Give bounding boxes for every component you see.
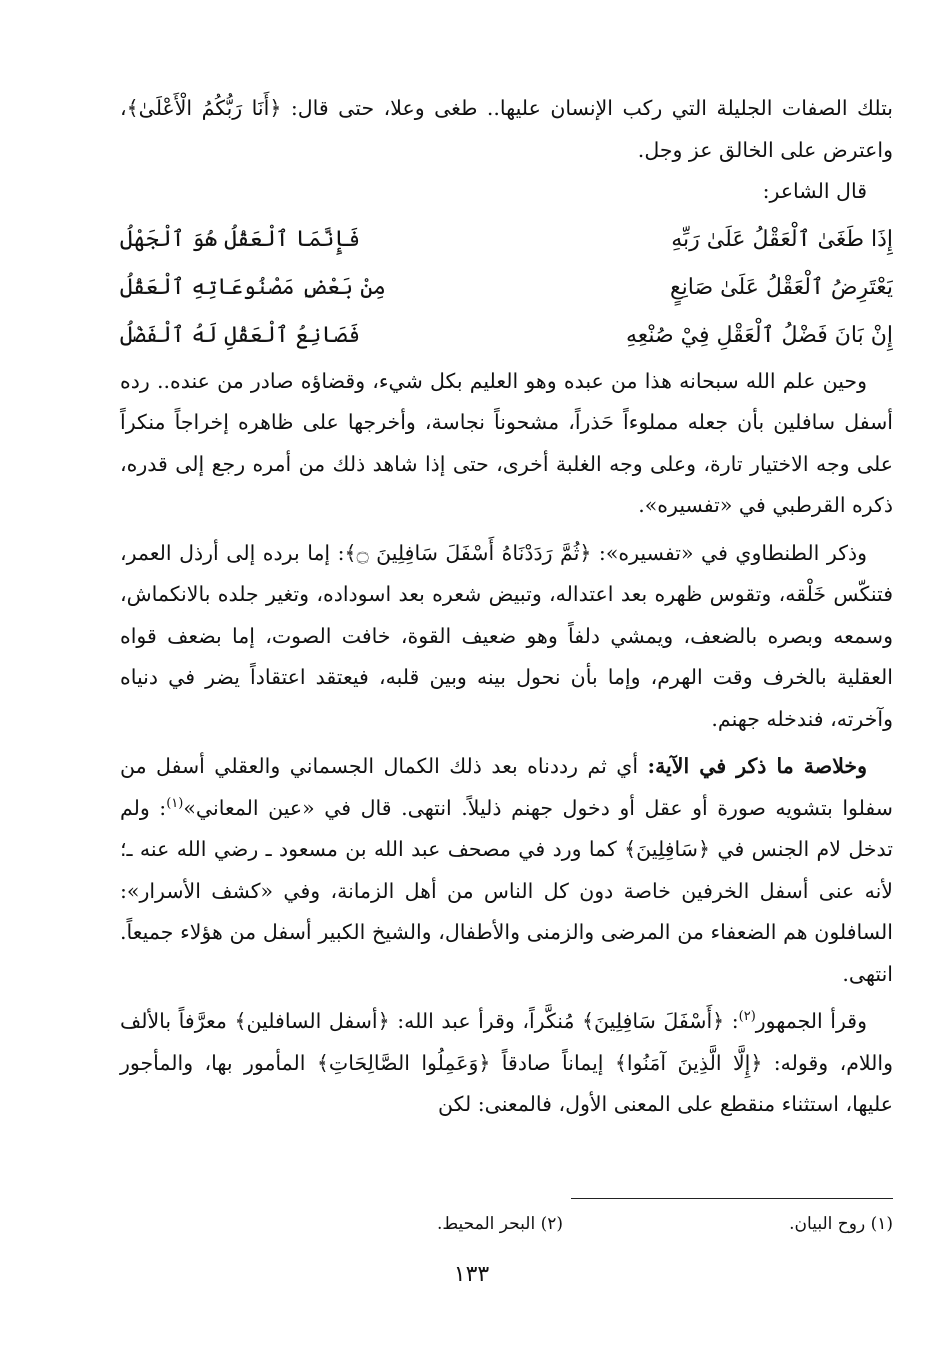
paragraph-4-text-b: : ولم تدخل لام الجنس في ﴿سَافِلِينَ﴾ كما ورد في مصحف عبد الله بن مسعود ـ رضي الله عنه ـ؛ لأنه عنى أسفل الخرفين خاصة دون كل الناس من أهل الزمانة، وفي «كشف الأسرار»: السافلون هم الضعفاء من المرضى والزمنى والأطفال، والشيخ الكبير أسفل من هؤلاء جميعاً. انتهى.	[120, 795, 893, 986]
poem-verse	[120, 217, 893, 265]
footnote-separator	[571, 1198, 893, 1199]
poem	[120, 217, 893, 361]
footnote-ref-1: (١)	[166, 795, 184, 811]
footnote-text: روح البيان.	[789, 1214, 866, 1234]
verse-second-hemistich: فَإِنَّمَا ٱلْعَقْلُ هُوَ ٱلْجَهْلُ	[120, 226, 361, 252]
paragraph-3: وذكر الطنطاوي في «تفسيره»: ﴿ثُمَّ رَدَدْنَاهُ أَسْفَلَ سَافِلِينَ ۝﴾: إما برده إلى أرذل العمر، فتنكّس خَلْقه، وتقوس ظهره بعد اعتداله، وتبيض شعره بعد اسوداده، وتغير جلده بالانكماش، وسمعه وبصره بالضعف، ويمشي دلفاً وهو ضعيف القوة، خافت الصوت، إما بضعف قواه العقلية بالخرف وقت الهرم، وإما بأن نحول بينه وبين قلبه، فيعتقد اعتقاداً يضر في دنياه وآخرته، فندخله جهنم.	[120, 540, 893, 731]
poem-verse	[120, 313, 893, 361]
paragraph-2: وحين علم الله سبحانه هذا من عبده وهو العليم بكل شيء، وقضاؤه صادر من عنده.. رده أسفل سافلين بأن جعله مملوءاً حَذراً، مشحوناً نجاسة، وأخرجها على ظاهره إخراجاً منكراً على وجه الاختيار تارة، وعلى وجه الغلبة أخرى، حتى إذا شاهد ذلك من أمره رجع إلى قدره، ذكره القرطبي في «تفسيره».	[120, 368, 893, 517]
paragraph-5-text-b: : ﴿أَسْفَلَ سَافِلِينَ﴾ مُنكَّراً، وقرأ عبد الله: ﴿أسفل السافلين﴾ معرَّفاً بالألف واللام، وقوله: ﴿إِلَّا الَّذِينَ آمَنُوا﴾ إيماناً صادقاً ﴿وَعَمِلُوا الصَّالِحَاتِ﴾ المأمور بها، والمأجور عليها، استثناء منقطع على المعنى الأول، فالمعنى: لكن	[120, 1009, 893, 1116]
footnotes	[120, 1206, 893, 1242]
verse-second-hemistich: فَصَانِعُ ٱلْعَقْلِ لَهُ ٱلْفَضْلُ	[120, 322, 361, 348]
poem-intro: قال الشاعر:	[762, 179, 867, 203]
footnote-number: (١)	[870, 1214, 893, 1234]
footnote-number: (٢)	[540, 1214, 563, 1234]
footnote-text: البحر المحيط.	[437, 1214, 536, 1234]
verse-first-hemistich: يَعْتَرِضُ ٱلْعَقْلُ عَلَىٰ صَانِعٍ	[669, 274, 893, 300]
paragraph-4	[120, 746, 893, 995]
paragraph-5	[120, 1001, 893, 1126]
footnote-2	[437, 1206, 563, 1242]
main-text	[120, 88, 893, 1126]
footnote-ref-2: (٢)	[738, 1009, 756, 1025]
paragraph-4-text-a: أي ثم رددناه بعد ذلك الكمال الجسماني والعقلي أسفل من سفلوا بتشويه صورة أو عقل أو دخول جهنم ذليلاً. انتهى. قال في «عين المعاني»	[120, 754, 893, 820]
paragraph-5-text-a: وقرأ الجمهور	[755, 1009, 868, 1033]
verse-second-hemistich: مِنْ بَعْضِ مَصْنُوعَاتِهِ ٱلْعَقْلُ	[120, 274, 386, 300]
page-number: ١٣٣	[453, 1262, 490, 1287]
summary-heading: وخلاصة ما ذكر في الآية:	[647, 754, 867, 778]
verse-first-hemistich: إِذَا طَغَىٰ ٱلْعَقْلُ عَلَىٰ رَبِّهِ	[671, 226, 893, 252]
footnote-1	[623, 1206, 893, 1242]
poem-verse	[120, 265, 893, 313]
paragraph-1: بتلك الصفات الجليلة التي ركب الإنسان عليها.. طغى وعلا، حتى قال: ﴿أَنَا رَبُّكُمُ الْأَعْلَىٰ﴾، واعترض على الخالق عز وجل.	[120, 96, 893, 162]
verse-first-hemistich: إِنْ بَانَ فَضْلُ ٱلْعَقْلِ فِيْ صُنْعِهِ	[625, 322, 893, 348]
